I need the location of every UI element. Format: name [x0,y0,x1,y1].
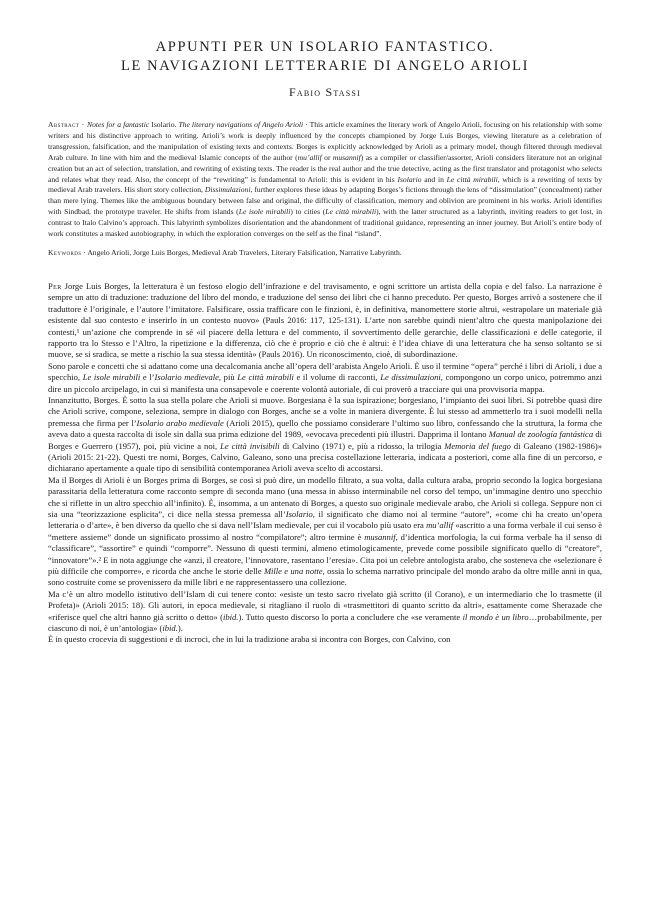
paragraph: Ma c’è un altro modello istitutivo dell’Islam di cui tenere conto: «esiste un testo sacro rivelato già scritto (il Corano), e un intermediario che lo trasmette (il Profeta)» (Arioli 2015: 18). Gli autori, in epoca medievale, si ritagliano il ruolo di «trasmettitori di quanto scritto da altri», esattamente come Sherazade che «riferisce quel che altri hanno già scritto o detto» (ibid.). Tutto questo discorso lo porta a concludere che «se veramente il mondo è un libro…probabilmente, per ciascuno di noi, è un’antologia» (ibid.). [48,588,602,634]
abstract-label: Abstract · [48,120,88,129]
keywords-label: Keywords [48,247,82,257]
abstract-title-italic: Notes for a fantastic [87,120,150,129]
paragraph: Innanzitutto, Borges. È sotto la sua stella polare che Arioli si muove. Borgesiana è la sua ispirazione; borgesiano, l’impianto dei suoi libri. Si potrebbe quasi dire che Arioli scrive, compone, seleziona, sempre in dialogo con Borges, anche se a volte in maniera divergente. È lui stesso ad ammetterlo tra i suoi modelli nella premessa che firma per l’Isolario arabo medievale (Arioli 2015), quello che possiamo considerare l’ultimo suo libro, confessando che la struttura, la forma che aveva dato a questa raccolta di isole sin dalla sua prima edizione del 1989, «evocava precedenti più illustri. Dapprima il lontano Manual de zoología fantástica di Borges e Guerrero (1957), poi, più vicine a noi, Le città invisibili di Calvino (1971) e, più a ridosso, la trilogia Memoria del fuego di Galeano (1982-1986)» (Arioli 2015: 21-22). Questi tre nomi, Borges, Calvino, Galeano, sono una precisa costellazione letteraria, indicata a posteriori, come alla fine di un percorso, e dichiarano apertamente a quale tipo di sensibilità contemporanea Arioli aveva scelto di accostarsi. [48,394,602,474]
abstract: Abstract · Notes for a fantastic Isolario. The literary navigations of Angelo Arioli · This article examines the literary work of Angelo Arioli, focusing on his relationship with some writers and his distinctive approach to writing. Arioli’s work is deeply influenced by the concepts championed by Jorge Luis Borges, viewing literature as a celebration of transgression, falsification, and the manipulation of existing texts and contexts. Borges is explicitly acknowledged by Arioli as a primary model, though filtered through medieval Arab culture. In line with him and the medieval Islamic concepts of the author (mu’allif or musannif) as a compiler or classifier/assorter, Arioli considers literature not an original creation but an act of selection, translation, and rewriting of existing texts. The reader is the real author and the true detective, acting as the first translator and protagonist who selects and relates what they read. Also, the concept of the “rewriting” is fundamental to Arioli: this is evident in his Isolario and in Le città mirabili, which is a rewriting of texts by medieval Arab travelers. His short story collection, Dissimulazioni, further explores these ideas by adapting Borges’s fictions through the lens of “dissimulation” (concealment) rather than mere lying. Themes like the ambiguous boundary between false and original, the difficulty of classification, memory and oblivion are prominent in his works. Arioli identifies with Sindbad, the prototype traveler. He shifts from islands (Le isole mirabili) to cities (Le città mirabili), with the latter structured as a labyrinth, inviting readers to get lost, in contrast to Italo Calvino’s approach. This labyrinth symbolizes disorientation and the abandonment of traditional guidance, representing an inner journey. But Arioli’s entire body of work constitutes a masked autobiography, in which the exploration converges on the self as the final “island”. [48,120,603,239]
title-line-2: LE NAVIGAZIONI LETTERARIE DI ANGELO ARIOLI [120,58,530,74]
article-body [48,281,602,646]
author-name: Fabio Stassi [289,85,361,99]
paragraph: Ma il Borges di Arioli è un Borges prima di Borges, se così si può dire, un modello filtrato, a sua volta, dalla cultura araba, proprio secondo la logica borgesiana parassitaria della letteratura come racconto sempre di seconda mano (una messa in abisso interminabile nel corso del tempo, un’immagine dentro uno specchio che si riflette in un altro specchio all’infinito). È, insomma, a un antenato di Borges, a questo suo originale medievale arabo, che Arioli si collega. Seppure non ci sia una “teorizzazione esplicita”, ci dice nella stessa premessa all’Isolario, il significato che diamo noi al termine “autore”, «come chi ha creato un’opera letteraria o d’arte», è ben diverso da quello che si dava nell’Islam medievale, per cui il vocabolo più usato era mu’allif «ascritto a una forma verbale il cui senso è “mettere assieme” donde un significato prossimo al nostro “compilatore”; altro termine è musannif, d’identica morfologia, la cui forma verbale ha il senso di “classificare”, “assortire” e quindi “comporre”. Nessuno di questi termini, almeno etimologicamente, prevede come possibile significato quello di “creatore”, “innovatore”».² E in nota aggiunge che «anzi, il creatore, l’innovatore, rasentano l’eresia». Cita poi un celebre antologista arabo, che sosteneva che «selezionare è più difficile che comporre», e ricorda che anche le storie delle Mille e una notte, ossia lo schema narrativo principale del mondo arabo da oltre mille anni in qua, sono costruite come se provenissero da mille libri e ne rappresentassero una collezione. [48,474,603,588]
paragraph: Per Jorge Luis Borges, la letteratura è un festoso elogio dell’infrazione e del travisamento, e ogni scrittore un artista della copia e del falso. La narrazione è sempre un atto di traduzione: traduzione del libro del mondo, e traduzione del senso dei libri che ci hanno preceduto. Per questo, Borges arrivò a sostenere che il traduttore è l’originale, e l’autore l’imitatore. Falsificare, ossia trafficare con le finzioni, è, in definitiva, manomettere storie altrui, «estrapolare un materiale già esistente dal suo contesto e inserirlo in un contesto nuovo» (Pauls 2016: 117, 125-131). L’arte non sarebbe quindi nient’altro che questa manipolazione dei contesti,¹ un’azione che comprende in sé «il piacere della lettura e del commento, il sovvertimento delle gerarchie, delle classificazioni e delle categorie, il rapporto tra lo Stesso e l’Altro, la ripetizione e la differenza, ciò che è proprio e ciò che è altrui: è l’idea chiave di una letteratura che ha senso soltanto se si muove, se si sradica, se mette a rischio la sua stessa identità» (Pauls 2016). Un riconoscimento, cioè, di subordinazione. [48,280,602,360]
keywords [48,248,602,259]
paragraph: Sono parole e concetti che si adattano come una decalcomania anche all’opera dell’arabista Angelo Arioli. È uso il termine “opera” perché i libri di Arioli, i due a specchio, Le isole mirabili e l’Isolario medievale, più Le città mirabili e il volume di racconti, Le dissimulazioni, compongono un corpo unico, potremmo anzi dire un piccolo arcipelago, in cui si manifesta una consapevole e coerente volontà autoriale, di cui proverò a tracciare qui una provvisoria mappa. [48,360,602,394]
article-title [48,38,602,76]
keywords-text: · Angelo Arioli, Jorge Luis Borges, Medieval Arab Travelers, Literary Falsification, Narrative Labyrinth. [81,247,402,257]
title-line-1: APPUNTI PER UN ISOLARIO FANTASTICO. [155,39,495,55]
paragraph: È in questo crocevia di suggestioni e di incroci, che in lui la tradizione araba si incontra con Borges, con Calvino, con [48,634,451,645]
